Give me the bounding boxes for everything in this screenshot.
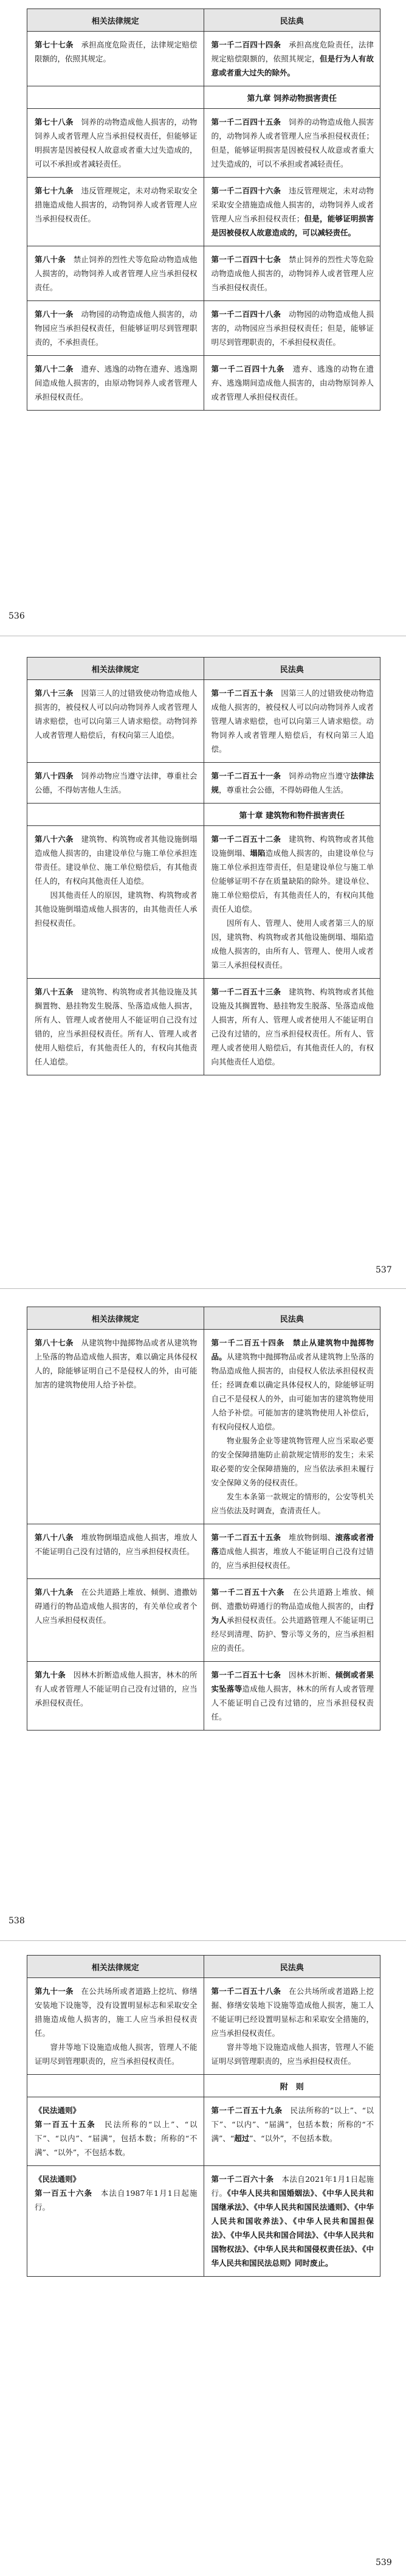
civil-code-cell	[204, 1662, 380, 1730]
article-number: 第一千二百五十六条	[211, 1588, 285, 1597]
article-number: 第八十条	[35, 255, 66, 264]
related-law-cell	[27, 109, 204, 177]
table-row	[27, 32, 380, 86]
related-law-cell	[27, 979, 204, 1075]
civil-code-cell	[204, 680, 380, 762]
article-text: 因第三人的过错致使动物造成他人损害的，被侵权人可以向动物饲养人或者管理人请求赔偿，也可以向第三人请求赔偿。动物饲养人或者管理人赔偿后，有权向第三人追偿。	[211, 689, 374, 754]
article-number: 第八十一条	[35, 310, 74, 319]
article-text: 在公共场所或者道路上挖坑、修缮安装地下设施等，没有设置明显标志和采取安全措施造成他人损害的，施工人应当承担侵权责任。	[35, 1987, 198, 2038]
section-empty-cell	[27, 86, 204, 108]
article-text: 因其他责任人的原因，建筑物、构筑物或者其他设施倒塌造成他人损害的，由其他责任人承担侵权责任。	[35, 890, 198, 928]
table-row	[27, 1330, 380, 1524]
page-divider	[0, 1940, 406, 1941]
related-law-cell	[27, 246, 204, 300]
section-heading-row	[27, 804, 380, 826]
article-text: 发生本条第一款规定的情形的，公安等机关应当依法及时调查，查清责任人。	[211, 1492, 374, 1515]
civil-code-cell	[204, 979, 380, 1075]
article-number: 第一千二百四十五条	[211, 117, 281, 127]
article-text: 堆放物倒塌造成他人损害，堆放人不能证明自己没有过错的，应当承担侵权责任。	[35, 1533, 198, 1556]
header-civil-code: 民法典	[280, 665, 304, 675]
article-text: 建筑物、构筑物或者其他设施倒塌造成他人损害的，由建设单位与施工单位承担连带责任。建设单位、施工单位赔偿后，有其他责任人的，有权向其他责任人追偿。	[35, 835, 198, 886]
amended-text: 超过	[234, 2134, 250, 2143]
table-header	[27, 1956, 380, 1978]
civil-code-cell	[204, 32, 380, 86]
article-number: 《民法通则》	[35, 2175, 81, 2184]
table-row	[27, 1579, 380, 1662]
article-number: 第七十八条	[35, 117, 74, 127]
civil-code-cell	[204, 1579, 380, 1661]
article-text: 承担高度危险责任，法律规定赔偿限额的，依照其规定。	[35, 40, 198, 63]
article-text: 违反管理规定，未对动物采取安全措施造成他人损害的，动物饲养人或者管理人应当承担侵权责任。	[35, 186, 198, 223]
amended-text: 塌陷	[250, 849, 266, 858]
comparison-table	[27, 9, 380, 411]
article-number: 第八十六条	[35, 835, 74, 844]
article-number: 第一千二百五十四条	[211, 1338, 285, 1347]
header-civil-code: 民法典	[280, 16, 304, 26]
civil-code-cell	[204, 109, 380, 177]
civil-code-cell	[204, 826, 380, 978]
article-text: 禁止饲养的烈性犬等危险动物造成他人损害的，动物饲养人或者管理人应当承担侵权责任。	[211, 255, 374, 292]
amended-text: 但是行为人有故意或者重大过失的除外。	[211, 54, 374, 77]
article-number: 第七十九条	[35, 186, 74, 195]
section-heading-row	[27, 86, 380, 109]
article-text: ，尊重社会公德，不得妨碍他人生活。	[219, 785, 348, 794]
table-row	[27, 301, 380, 356]
table-row	[27, 356, 380, 410]
article-number: 第一百五十六条	[35, 2189, 93, 2198]
article-number: 第一千二百五十条	[211, 689, 274, 698]
article-text: 本法自1987年1月1日起施行。	[35, 2189, 198, 2212]
comparison-table	[27, 1307, 380, 1731]
article-text: 饲养动物应当遵守法律，尊重社会公德，不得妨害他人生活。	[35, 771, 198, 794]
article-number: 第一百五十五条	[35, 2120, 96, 2129]
article-text: 违反管理规定，未对动物采取安全措施造成他人损害的，动物饲养人或者管理人应当承担侵权责任；	[211, 186, 374, 223]
article-number: 第一千二百四十四条	[211, 40, 281, 49]
civil-code-cell	[204, 178, 380, 246]
amended-text: 禁止从建筑物中抛掷物品。	[211, 1338, 374, 1361]
amended-text: 倾倒或者果实坠落等	[211, 1670, 374, 1693]
section-title: 附 则	[280, 2082, 304, 2092]
article-text: 在公共道路上堆放、倾倒、遗撒妨碍通行的物品造成他人损害的，有关单位或者个人应当承担侵权责任。	[35, 1588, 198, 1625]
article-number: 第一千二百五十八条	[211, 1987, 281, 1996]
page-number: 537	[376, 1265, 392, 1275]
section-title: 第十章 建筑物和物件损害责任	[239, 811, 345, 821]
table-row	[27, 109, 380, 178]
article-text: 本法自2021年1月1日起施行。	[211, 2175, 374, 2198]
article-text: 民法所称的“以上”、“以下”、“以内”、“届满”，包括本数；所称的“不满”、“以外”，不包括本数。	[35, 2120, 198, 2157]
section-empty-cell	[27, 2075, 204, 2097]
amended-text: 行为人	[211, 1602, 374, 1625]
article-text: 因第三人的过错致使动物造成他人损害的，被侵权人可以向动物饲养人或者管理人请求赔偿，也可以向第三人请求赔偿。动物饲养人或者管理人赔偿后，有权向第三人追偿。	[35, 689, 198, 740]
related-law-cell	[27, 1330, 204, 1524]
article-number: 第一千二百四十九条	[211, 364, 285, 373]
civil-code-cell	[204, 356, 380, 410]
article-text: 禁止饲养的烈性犬等危险动物造成他人损害的，动物饲养人或者管理人应当承担侵权责任。	[35, 255, 198, 292]
article-text: 建筑物、构筑物或者其他设施及其搁置物、悬挂物发生脱落、坠落造成他人损害，所有人、管理人或者使用人不能证明自己没有过错的，应当承担侵权责任。所有人、管理人或者使用人赔偿后，有其他责任人的，有权向其他责任人追偿。	[211, 987, 374, 1066]
table-header	[27, 1307, 380, 1330]
civil-code-cell	[204, 246, 380, 300]
table-row	[27, 1662, 380, 1730]
article-number: 第一千二百四十六条	[211, 186, 281, 195]
amended-text: 法律法规	[211, 771, 374, 794]
article-text: 饲养的动物造成他人损害的，动物饲养人或者管理人应当承担侵权责任，但能够证明损害是因被侵权人故意或者重大过失造成的，可以不承担或者减轻责任。	[35, 117, 198, 168]
article-number: 第一千二百五十一条	[211, 771, 281, 780]
civil-code-cell	[204, 1524, 380, 1578]
table-header	[27, 658, 380, 680]
table-row	[27, 178, 380, 246]
article-number: 第八十四条	[35, 771, 74, 780]
article-text: ”、“以外”，不包括本数。	[249, 2134, 337, 2143]
article-text: 在公共场所或者道路上挖掘、修缮安装地下设施等造成他人损害，施工人不能证明已经设置明显标志和采取安全措施的，应当承担侵权责任。	[211, 1987, 374, 2038]
article-text: 造成他人损害，林木的所有人或者管理人不能证明自己没有过错的，应当承担侵权责任。	[211, 1684, 374, 1721]
article-text: 因林木折断造成他人损害，林木的所有人或者管理人不能证明自己没有过错的，应当承担侵权责任。	[35, 1670, 198, 1707]
page-number: 539	[376, 2558, 392, 2567]
article-text: 窨井等地下设施造成他人损害，管理人不能证明尽到管理职责的，应当承担侵权责任。	[211, 2043, 374, 2066]
header-related-laws: 相关法律规定	[27, 1956, 204, 1977]
header-civil-code: 民法典	[280, 1963, 304, 1973]
article-text: 承担高度危险责任，法律规定赔偿限额的，依照其规定，	[211, 40, 374, 63]
article-number: 第一千二百五十九条	[211, 2106, 283, 2115]
article-text: 饲养动物应当遵守	[288, 771, 351, 780]
article-number: 第一千二百五十二条	[211, 835, 281, 844]
table-row	[27, 826, 380, 979]
article-text: 因林木折断、	[288, 1670, 335, 1679]
related-law-cell	[27, 826, 204, 978]
page-number: 538	[9, 1916, 25, 1926]
article-text: 建筑物、构筑物或者其他设施倒塌、	[211, 835, 374, 858]
article-text: 造成他人损害的，由建设单位与施工单位承担连带责任，但是建设单位与施工单位能够证明不存在质量缺陷的除外。建设单位、施工单位赔偿后，有其他责任人的，有权向其他责任人追偿。	[211, 849, 374, 914]
related-law-cell	[27, 1978, 204, 2074]
article-number: 第八十八条	[35, 1533, 74, 1542]
related-law-cell	[27, 680, 204, 762]
article-number: 第一千二百五十五条	[211, 1533, 281, 1542]
header-related-laws: 相关法律规定	[27, 9, 204, 31]
article-number: 第一千二百五十七条	[211, 1670, 281, 1679]
civil-code-cell	[204, 1330, 380, 1524]
related-law-cell	[27, 2097, 204, 2165]
header-related-laws: 相关法律规定	[27, 1307, 204, 1329]
article-text: 物业服务企业等建筑物管理人应当采取必要的安全保障措施防止前款规定情形的发生；未采取必要的安全保障措施的，应当依法承担未履行安全保障义务的侵权责任。	[211, 1436, 374, 1487]
page-number: 536	[9, 611, 25, 621]
related-law-cell	[27, 32, 204, 86]
table-header	[27, 9, 380, 32]
article-text: 饲养的动物造成他人损害的，动物饲养人或者管理人应当承担侵权责任；但是，能够证明损害是因被侵权人故意或者重大过失造成的，可以不承担或者减轻责任。	[211, 117, 374, 168]
table-row	[27, 763, 380, 804]
related-law-cell	[27, 356, 204, 410]
related-law-cell	[27, 1524, 204, 1578]
section-empty-cell	[27, 804, 204, 825]
article-text: 在公共道路上堆放、倾倒、遗撒妨碍通行的物品造成他人损害的，由	[211, 1588, 374, 1611]
civil-code-cell	[204, 301, 380, 355]
article-number: 第一千二百六十条	[211, 2175, 274, 2184]
article-text: 窨井等地下设施造成他人损害，管理人不能证明尽到管理职责的，应当承担侵权责任。	[35, 2043, 198, 2066]
article-text: 承担侵权责任。公共道路管理人不能证明已经尽到清理、防护、警示等义务的，应当承担相应的责任。	[211, 1616, 374, 1653]
article-text: 因所有人、管理人、使用人或者第三人的原因，建筑物、构筑物或者其他设施倒塌、塌陷造成他人损害的，由所有人、管理人、使用人或者第三人承担侵权责任。	[211, 918, 374, 970]
article-text: 从建筑物中抛掷物品或者从建筑物上坠落的物品造成他人损害的，由侵权人依法承担侵权责任；经调查难以确定具体侵权人的，除能够证明自己不是侵权人的外，由可能加害的建筑物使用人给予补偿。可能加害的建筑物使用人补偿后，有权向侵权人追偿。	[211, 1352, 374, 1431]
table-row	[27, 2097, 380, 2166]
article-number: 第八十三条	[35, 689, 74, 698]
article-number: 第八十二条	[35, 364, 74, 373]
article-number: 第八十九条	[35, 1588, 74, 1597]
article-number: 《民法通则》	[35, 2106, 81, 2115]
table-row	[27, 680, 380, 763]
article-number: 第一千二百五十三条	[211, 987, 281, 996]
related-law-cell	[27, 763, 204, 803]
amended-text: 但是，能够证明损害是因被侵权人故意造成的，可以减轻责任。	[211, 214, 374, 237]
article-text: 动物园的动物造成他人损害的，动物园应当承担侵权责任，但能够证明尽到管理职责的，不承担责任。	[35, 310, 198, 347]
article-number: 第九十一条	[35, 1987, 74, 1996]
section-heading-row	[27, 2075, 380, 2097]
amended-text: 《中华人民共和国婚姻法》、《中华人民共和国继承法》、《中华人民共和国民法通则》、《中华人民共和国收养法》、《中华人民共和国担保法》、《中华人民共和国合同法》、《中华人民共和国物权法》、《中华人民共和国侵权责任法》、《中华人民共和国民法总则》同时废止。	[211, 2189, 374, 2268]
article-text: 从建筑物中抛掷物品或者从建筑物上坠落的物品造成他人损害，难以确定具体侵权人的，除能够证明自己不是侵权人的外，由可能加害的建筑物使用人给予补偿。	[35, 1338, 198, 1389]
civil-code-cell	[204, 2097, 380, 2165]
header-civil-code: 民法典	[280, 1314, 304, 1324]
civil-code-cell	[204, 2166, 380, 2276]
article-number: 第八十七条	[35, 1338, 74, 1347]
article-number: 第一千二百四十七条	[211, 255, 281, 264]
related-law-cell	[27, 1662, 204, 1730]
article-text: 民法所称的“以上”、“以下”、“以内”、“届满”，包括本数；所称的“不满”、“	[211, 2106, 374, 2143]
article-text: 遗弃、逃逸的动物在遗弃、逃逸期间造成他人损害的，由动物原饲养人或者管理人承担侵权责任。	[211, 364, 374, 401]
header-related-laws: 相关法律规定	[27, 658, 204, 679]
related-law-cell	[27, 301, 204, 355]
article-number: 第一千二百四十八条	[211, 310, 281, 319]
table-row	[27, 2166, 380, 2276]
article-text: 造成他人损害，堆放人不能证明自己没有过错的，应当承担侵权责任。	[211, 1547, 374, 1570]
civil-code-cell	[204, 763, 380, 803]
related-law-cell	[27, 2166, 204, 2276]
table-row	[27, 1524, 380, 1579]
civil-code-cell	[204, 1978, 380, 2074]
comparison-table	[27, 1955, 380, 2277]
article-text: 堆放物倒塌、	[288, 1533, 335, 1542]
table-row	[27, 246, 380, 301]
table-row	[27, 1978, 380, 2075]
page-divider	[0, 1288, 406, 1289]
table-row	[27, 979, 380, 1075]
article-number: 第九十条	[35, 1670, 66, 1679]
related-law-cell	[27, 178, 204, 246]
article-number: 第八十五条	[35, 987, 74, 996]
comparison-table	[27, 657, 380, 1075]
article-text: 建筑物、构筑物或者其他设施及其搁置物、悬挂物发生脱落、坠落造成他人损害，所有人、管理人或者使用人不能证明自己没有过错的，应当承担侵权责任。所有人、管理人或者使用人赔偿后，有其他责任人的，有权向其他责任人追偿。	[35, 987, 198, 1066]
section-title: 第九章 饲养动物损害责任	[247, 94, 337, 103]
article-number: 第七十七条	[35, 40, 74, 49]
amended-text: 滚落或者滑落	[211, 1533, 374, 1556]
article-text: 动物园的动物造成他人损害的，动物园应当承担侵权责任；但是，能够证明尽到管理职责的，不承担侵权责任。	[211, 310, 374, 347]
article-text: 遗弃、逃逸的动物在遗弃、逃逸期间造成他人损害的，由原动物饲养人或者管理人承担侵权责任。	[35, 364, 198, 401]
related-law-cell	[27, 1579, 204, 1661]
